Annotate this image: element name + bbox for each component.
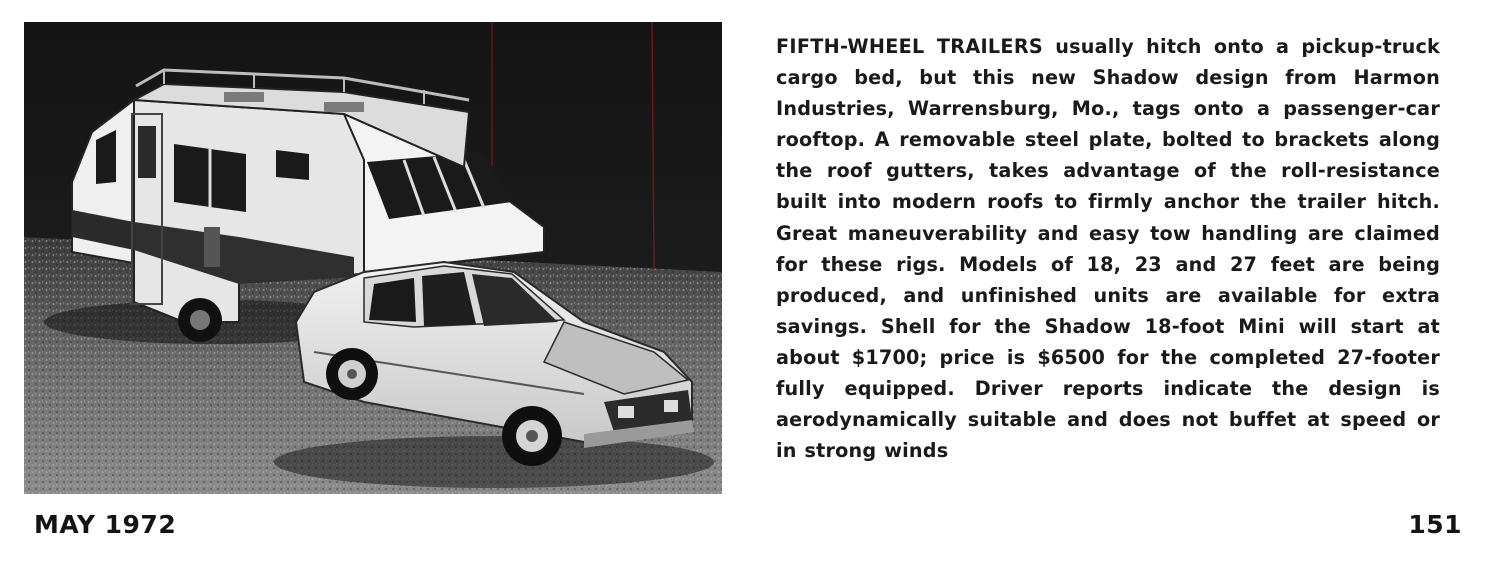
issue-date: MAY 1972 bbox=[34, 510, 177, 539]
page-number: 151 bbox=[1408, 510, 1462, 539]
article-lead: FIFTH-WHEEL TRAILERS bbox=[776, 35, 1044, 58]
trailer-and-car-photo bbox=[24, 22, 722, 494]
article-body: usually hitch onto a pickup-truck cargo bed, but this new Shadow design from Harmon Industries, Warrensburg, Mo., tags onto a passenger-car rooftop. A removable steel plate, bolted to brackets along the roof gutters, takes advantage of the roll-resistance built into modern roofs to firmly anchor the trailer hitch. Great maneuverability and easy tow handling are claimed for these rigs. Models of 18, 23 and 27 feet are being produced, and unfinished units are available for extra savings. Shell for the Shadow 18-foot Mini will start at about $1700; price is $6500 for the completed 27-footer fully equipped. Driver reports indicate the design is aerodynamically suitable and does not buffet at speed or in strong winds bbox=[776, 35, 1440, 463]
article-text bbox=[776, 31, 1440, 466]
